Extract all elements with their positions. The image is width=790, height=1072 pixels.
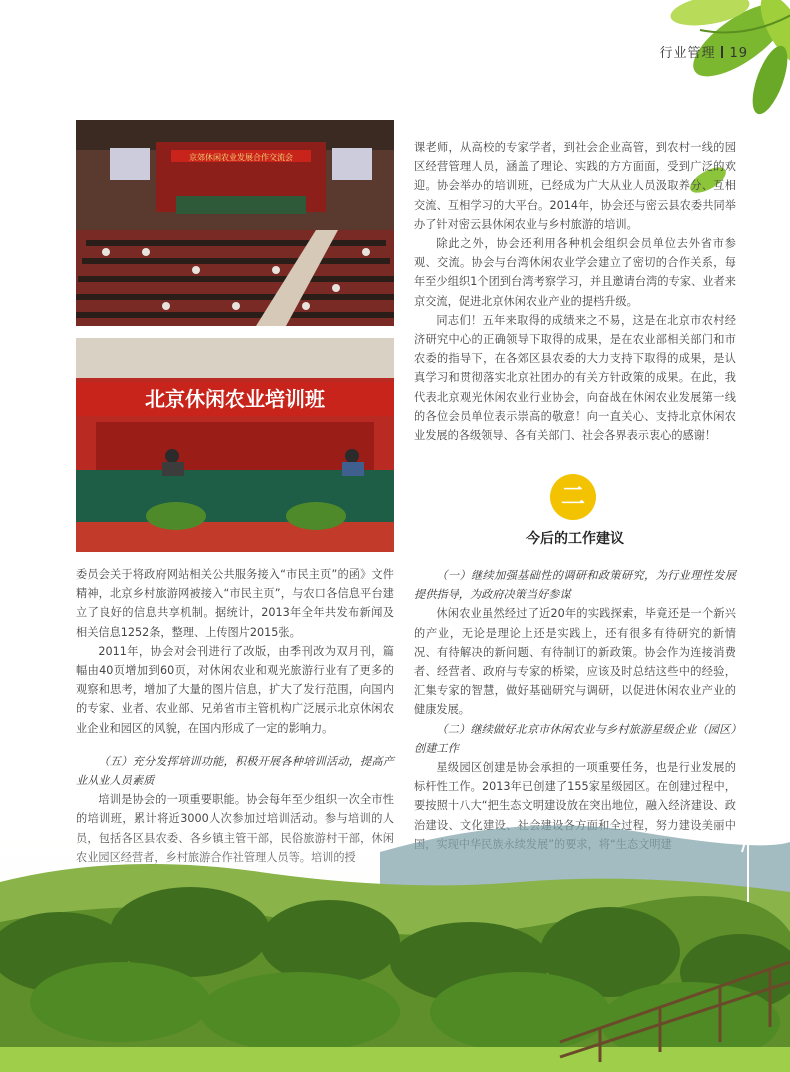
paragraph: 同志们！五年来取得的成绩来之不易，这是在北京市农村经济研究中心的正确领导下取得的成果，是在农业部相关部门和市农委的指导下，在各郊区县农委的大力支持下取得的成果，是认真学习和贯彻落实北京社团办的有关方针政策的成果。在此，我代表北京观光休闲农业行业协会，向奋战在休闲农业发展第一线的各位会员单位表示崇高的敬意！向一直关心、支持北京休闲农业发展的各级领导、各有关部门、社会各界表示衷心的感谢！: [414, 313, 736, 443]
conference-banner: 京郊休闲农业发展合作交流会: [189, 153, 293, 162]
header-divider: [721, 46, 723, 58]
section-name: 行业管理: [659, 46, 716, 61]
page-header: [659, 42, 748, 61]
paragraph: 2011年，协会对会刊进行了改版，由季刊改为双月刊，篇幅由40页增加到60页，对休闲农业和观光旅游行业有了更多的观察和思考，增加了大量的图片信息，扩大了发行范围，向国内的专家、业者、农业部、兄弟省市主管机构广泛展示北京休闲农业企业和园区的风貌，在国内形成了一定的影响力。: [76, 644, 394, 735]
paragraph: 课老师，从高校的专家学者，到社会企业高管，到农村一线的园区经营管理人员，涵盖了理论、实践的方方面面，受到广泛的欢迎。协会举办的培训班，已经成为广大从业人员汲取养分、互相交流、互相学习的大平台。2014年，协会还与密云县农委共同举办了针对密云县休闲农业与乡村旅游的培训。: [414, 141, 736, 231]
training-photo: [76, 338, 394, 552]
section-number-badge: 二: [550, 474, 596, 520]
paragraph: 星级园区创建是协会承担的一项重要任务，也是行业发展的标杆性工作。2013年已创建了155家星级园区。在创建过程中，要按照十八大“把生态文明建设放在突出地位，融入经济建设、政: [414, 761, 736, 813]
paragraph: 休闲农业虽然经过了近20年的实践探索，毕竟还是一个新兴的产业，无论是理论上还是实践上，还有很多有待研究的新情况、有待解决的新问题、有待制订的新政策。协会作为连接消费者、经营者、政府与专家的桥梁，应该及时总结这些中的经验，汇集专家的智慧，做好基础研究与调研，以促进休闲农业产业的健康发展。: [414, 607, 736, 717]
paragraph: 培训是协会的一项重要职能。协会每年至少组织一次全市性: [98, 793, 394, 807]
page-number: 19: [729, 46, 748, 61]
subheading: （一）继续加强基础性的调研和政策研究，为行业理性发展提供指导，为政府决策当好参谋: [414, 569, 736, 602]
subheading: （二）继续做好北京市休闲农业与乡村旅游星级企业（园区）创建工作: [414, 722, 736, 755]
leaves-decoration: [590, 0, 790, 130]
section-title: 今后的工作建议: [526, 531, 624, 547]
right-column-lower: [414, 566, 736, 854]
subheading: （五）充分发挥培训功能，积极开展各种培训活动，提高产业从业人员素质: [76, 754, 394, 788]
paragraph: 委员会关于将政府网站相关公共服务接入“市民主页”的函》文件精神，北京乡村旅游网被接入“市民主页”，与农口各信息平台建立了良好的信息共享机制。据统计，2013年全年共发布新闻及相关信息1252条，整理、上传图片2015张。: [76, 568, 394, 639]
conference-photo: [76, 120, 394, 326]
paragraph: 除此之外，协会还利用各种机会组织会员单位去外省市参观、交流。协会与台湾休闲农业学会建立了密切的合作关系，每年至少组织1个团到台湾考察学习，并且邀请台湾的专家、业者来京交流，促进北京休闲农业产业的提档升级。: [414, 237, 736, 308]
landscape-illustration: [0, 812, 790, 1072]
training-banner: 北京休闲农业培训班: [145, 387, 325, 411]
right-column: [414, 138, 736, 445]
